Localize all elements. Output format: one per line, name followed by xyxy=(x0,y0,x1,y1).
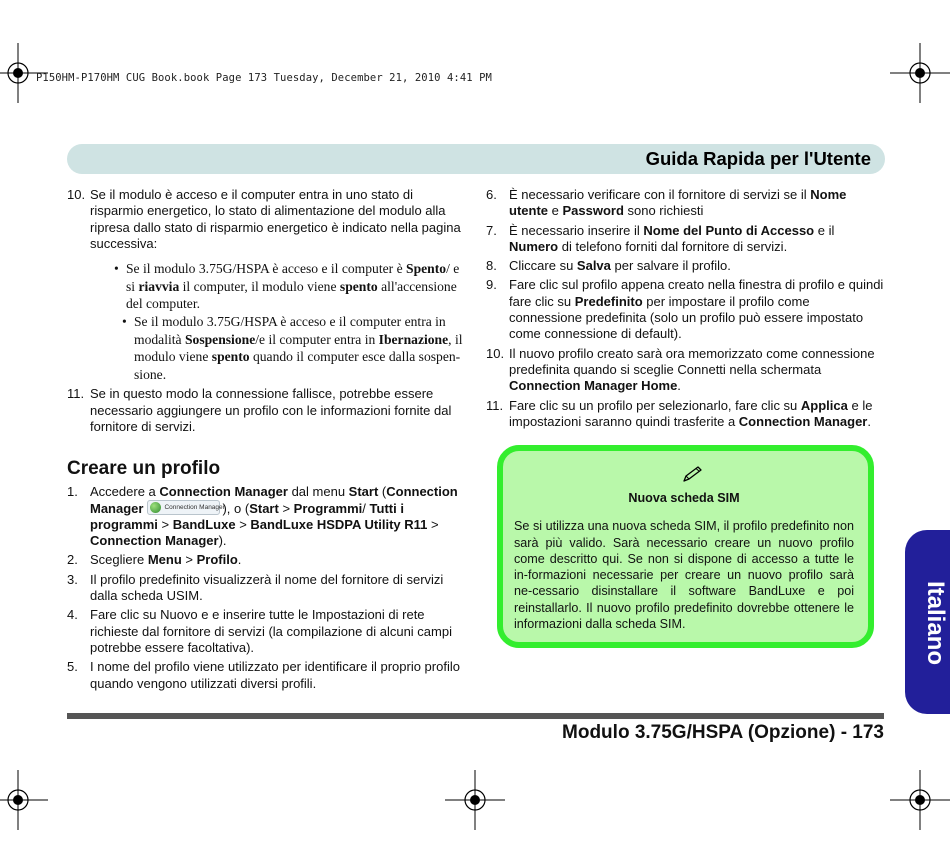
bullet-bold: spento xyxy=(211,349,250,365)
step-item xyxy=(486,258,884,274)
step-bold: BandLuxe HSDPA Utility R11 xyxy=(250,516,428,532)
step-item xyxy=(486,398,884,431)
note-title: Nuova scheda SIM xyxy=(628,491,740,505)
step-text: di telefono forniti dal fornitore di servizi. xyxy=(558,238,788,254)
step-bold: Connection Manager xyxy=(90,533,219,549)
step-bold: Nome utente xyxy=(509,187,847,219)
step-bold: Applica xyxy=(800,397,848,413)
step-bold: Numero xyxy=(509,238,559,254)
item-text: Se il modulo è acceso e il computer entra in uno stato di risparmio energetico, lo stato di alimentazione del modulo alla ripresa dallo stato di risparmio energetico è indicato nella pagina successiva: xyxy=(90,187,461,251)
step-text: È necessario inserire il xyxy=(509,222,644,238)
step-text: Accedere a xyxy=(90,484,160,500)
step-bold: Tutti i programmi xyxy=(90,500,404,532)
step-item xyxy=(486,223,884,256)
step-text: ). xyxy=(218,533,227,549)
item-number: 1. xyxy=(67,484,78,500)
list-item xyxy=(67,386,467,435)
bullet-text: quando il computer esce dalla sospen-sione. xyxy=(134,349,461,382)
step-text: Fare clic su un profilo per selezionarlo, fare clic su xyxy=(509,397,801,413)
step-text: dal menu xyxy=(287,484,349,500)
pencil-icon xyxy=(682,465,704,483)
footer-divider xyxy=(67,713,884,719)
step-bold: Start xyxy=(249,500,279,516)
step-text: sono richiesti xyxy=(623,203,704,219)
crop-mark-bottom-right-icon xyxy=(890,770,950,830)
bullet-icon: • xyxy=(122,313,127,329)
item-number: 3. xyxy=(67,571,78,587)
bullet-item xyxy=(112,313,467,383)
connection-manager-icon xyxy=(147,500,225,515)
step-bold: Menu xyxy=(147,552,182,568)
step-bold: Salva xyxy=(576,258,611,274)
step-text: Scegliere xyxy=(90,552,148,568)
page-header-title: Guida Rapida per l'Utente xyxy=(645,148,871,169)
step-text: . xyxy=(677,378,681,394)
step-text: > xyxy=(278,500,294,516)
step-bold: Programmi xyxy=(293,500,363,516)
step-text: > xyxy=(157,516,173,532)
step-text: ( xyxy=(378,484,387,500)
bullet-text: il computer, il modulo viene xyxy=(179,278,340,294)
note-text: Se si utilizza una nuova scheda SIM, il profilo predefinito non sarà più valido. Sarà necessario creare un nuovo profilo come descritto qui. Se non si dispone di accesso a tutte le in-formazioni necessarie per creare un nuovo profilo sarà ne-cessario disinstallare il software BandLuxe e poi reinstallarlo. Il nuovo profilo predefinito dovrebbe ottenere le informazioni dalla scheda SIM. xyxy=(514,519,854,632)
step-bold: Profilo xyxy=(196,552,238,568)
step-item xyxy=(67,552,467,568)
item-number: 9. xyxy=(486,277,497,293)
step-bold: Connection Manager xyxy=(159,484,288,500)
bullet-text: Se il modulo 3.75G/HSPA è acceso e il computer entra in modalità xyxy=(134,313,446,347)
language-side-tab xyxy=(905,530,950,714)
step-text: e il xyxy=(814,222,835,238)
step-item xyxy=(67,659,467,692)
step-text: ), o ( xyxy=(222,500,250,516)
step-text: per impostare il profilo come connessione predefinita (solo un profilo può essere impostato come connessione di default). xyxy=(509,293,864,342)
step-item xyxy=(486,346,884,395)
item-number: 11. xyxy=(67,386,85,402)
step-text: . xyxy=(867,413,871,429)
step-bold: Nome del Punto di Accesso xyxy=(643,222,815,238)
bullet-text: Se il modulo 3.75G/HSPA è acceso e il computer è xyxy=(126,261,407,277)
bullet-bold: Sospensione xyxy=(184,331,256,347)
item-number: 10. xyxy=(67,187,86,202)
step-text: Il profilo predefinito visualizzerà il nome del fornitore di servizi dalla scheda USIM. xyxy=(90,571,444,604)
step-text: È necessario verificare con il fornitore di servizi se il xyxy=(509,187,811,202)
step-text: e le impostazioni saranno quindi trasferite a xyxy=(509,397,873,429)
crop-mark-bottom-left-icon xyxy=(0,770,48,830)
step-text: / xyxy=(362,500,370,516)
section-title: Creare un profilo xyxy=(67,458,221,480)
step-text: > xyxy=(235,516,251,532)
item-text: Se in questo modo la connessione fallisce, potrebbe essere necessario aggiungere un profilo con le informazioni fornite dal fornitore di servizi. xyxy=(90,386,452,434)
bullet-icon: • xyxy=(114,261,119,277)
item-number: 4. xyxy=(67,607,78,623)
bullet-text: / e si xyxy=(126,261,460,294)
note-box xyxy=(497,445,874,648)
bullet-item xyxy=(112,260,467,313)
step-bold: BandLuxe xyxy=(172,516,236,532)
step-bold: Start xyxy=(348,484,379,500)
book-info-line: P150HM-P170HM CUG Book.book Page 173 Tuesday, December 21, 2010 4:41 PM xyxy=(36,72,492,84)
step-text: Fare clic sul profilo appena creato nella finestra di profilo e quindi fare clic su xyxy=(509,277,884,309)
icon-label: Connection Manager xyxy=(164,504,225,512)
footer-title: Modulo 3.75G/HSPA (Opzione) - 173 xyxy=(562,722,884,743)
step-text: Il nuovo profilo creato sarà ora memorizzato come connessione predefinita quando si sceglie Connetti nella schermata xyxy=(509,345,875,377)
step-item xyxy=(67,607,467,656)
left-column xyxy=(67,187,467,695)
step-bold: Connection Manager xyxy=(738,413,868,429)
bullet-list xyxy=(112,260,467,383)
header-bar xyxy=(67,144,885,174)
step-bold: Connection Manager xyxy=(90,484,458,516)
step-text: I nome del profilo viene utilizzato per identificare il proprio profilo quando vengono utilizzati diversi profili. xyxy=(90,659,460,691)
bullet-bold: riavvia xyxy=(138,278,180,294)
item-number: 10. xyxy=(486,345,505,361)
step-text: > xyxy=(427,516,439,532)
step-bold: Password xyxy=(562,203,624,219)
right-column xyxy=(486,187,884,433)
item-number: 5. xyxy=(67,659,78,675)
bullet-bold: spento xyxy=(339,278,378,294)
step-text: per salvare il profilo. xyxy=(610,258,731,274)
item-number: 2. xyxy=(67,552,78,568)
item-number: 8. xyxy=(486,258,497,274)
list-item xyxy=(67,187,467,383)
step-bold: Connection Manager Home xyxy=(509,378,678,394)
step-item xyxy=(67,484,467,549)
side-tab-label: Italiano xyxy=(922,580,949,665)
step-item xyxy=(486,187,884,220)
bullet-bold: Spento xyxy=(406,261,447,277)
globe-icon xyxy=(150,502,161,513)
step-item xyxy=(486,277,884,342)
step-text: . xyxy=(237,552,242,568)
crop-mark-bottom-center-icon xyxy=(445,770,505,830)
step-bold: Predefinito xyxy=(574,293,643,309)
side-tab-label-wrap xyxy=(917,568,950,678)
crop-mark-top-right-icon xyxy=(890,43,950,103)
bullet-bold: Ibernazione xyxy=(378,331,449,347)
item-number: 6. xyxy=(486,187,497,202)
bullet-text: , il modulo viene xyxy=(134,331,463,365)
step-text: > xyxy=(181,552,197,568)
bullet-text: all'accensione del computer. xyxy=(126,278,457,312)
step-text: e xyxy=(548,203,563,219)
step-text: Cliccare su xyxy=(509,258,577,274)
bullet-text: /e il computer entra in xyxy=(255,331,379,347)
item-number: 7. xyxy=(486,222,497,238)
step-text: Fare clic su Nuovo e e inserire tutte le Impostazioni di rete richieste dal fornitore di servizi (la compilazione di alcuni campi potrebbe essere facoltativa). xyxy=(90,607,452,655)
step-item xyxy=(67,572,467,605)
item-number: 11. xyxy=(486,397,504,413)
